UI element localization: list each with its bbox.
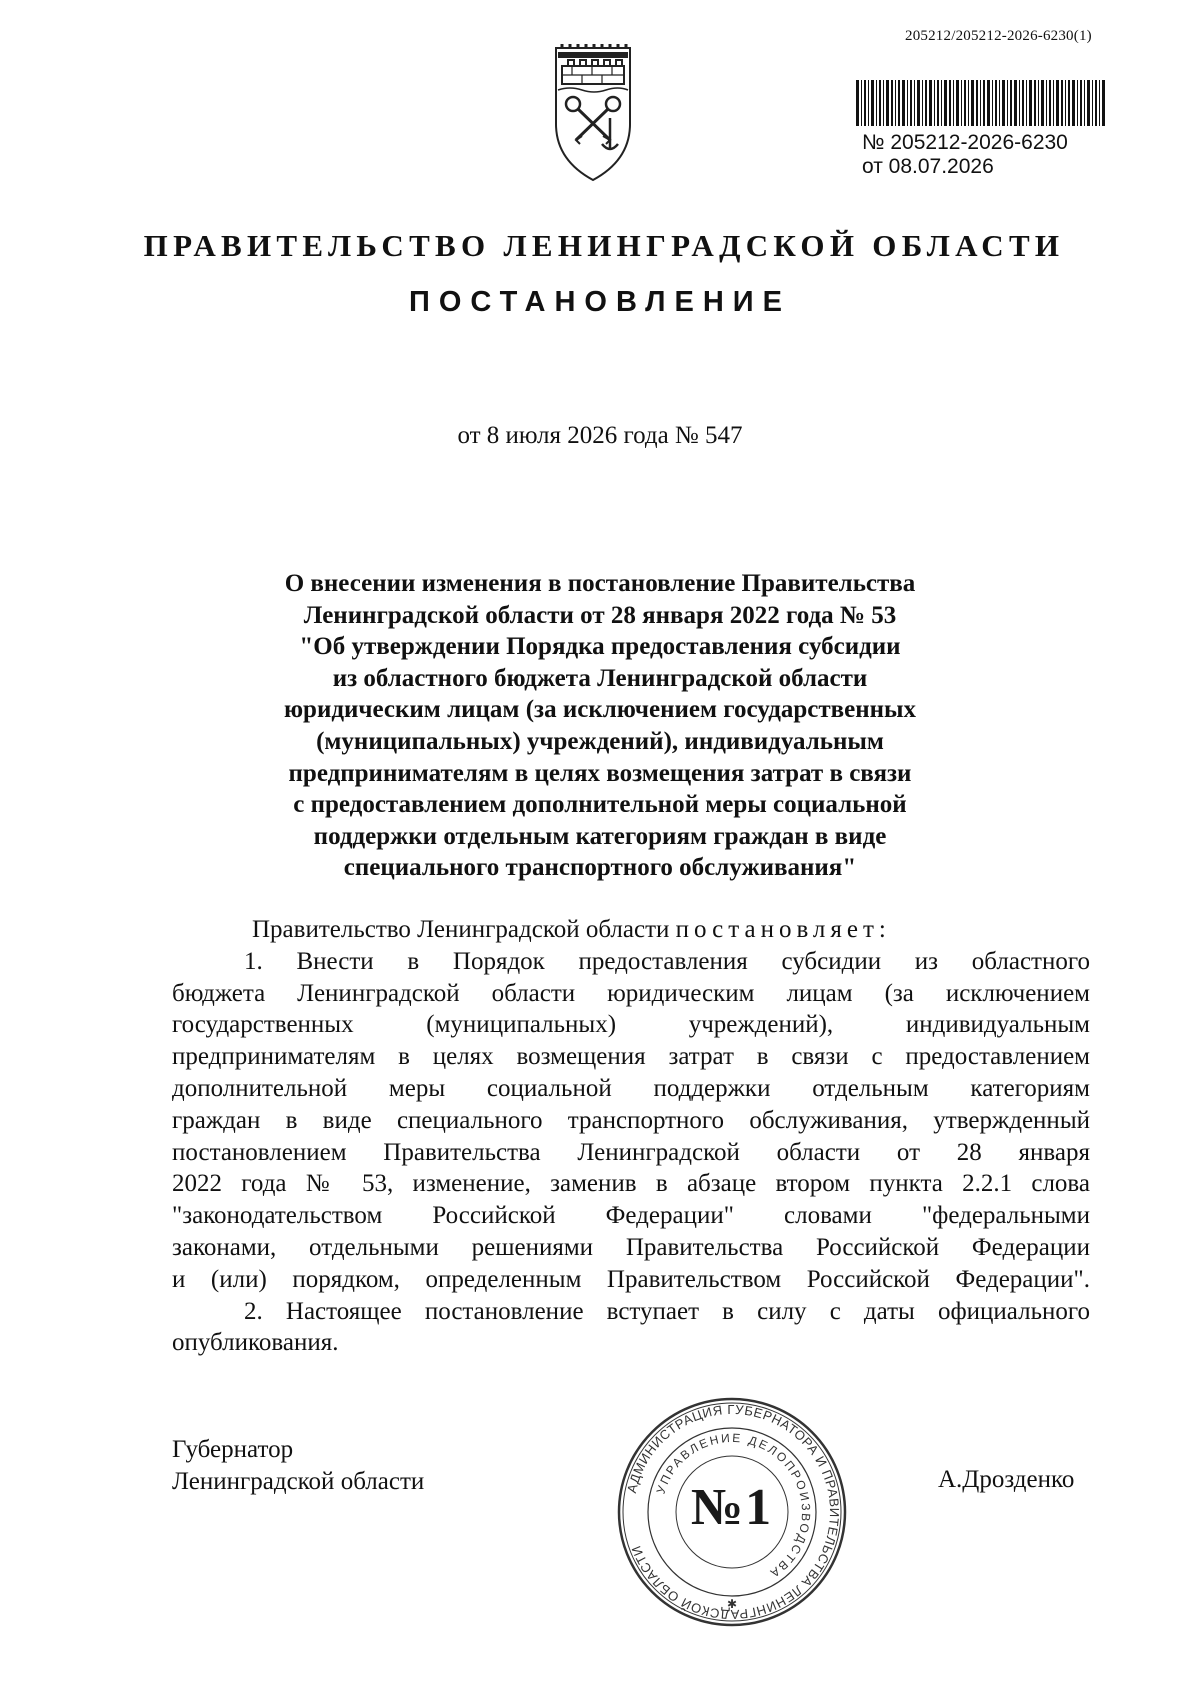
- registration-number: № 205212-2026-6230: [862, 131, 1068, 154]
- document-id: 205212/205212-2026-6230(1): [905, 28, 1092, 44]
- decree-date-number: от 8 июля 2026 года № 547: [457, 422, 743, 449]
- registration-date: от 08.07.2026: [862, 155, 994, 178]
- decree-subject: [240, 568, 960, 884]
- svg-text:✱: ✱: [726, 1597, 738, 1611]
- subject-line: поддержки отдельным категориям граждан в виде: [313, 822, 887, 850]
- preamble-text: Правительство Ленинградской области: [252, 916, 670, 943]
- signatory-title-line: Ленинградской области: [172, 1468, 425, 1495]
- item1-line: постановлением Правительства Ленинградской области от 28 января: [172, 1138, 1090, 1166]
- item1-line: предпринимателям в целях возмещения затрат в связи с предоставлением: [172, 1043, 1090, 1071]
- preamble-verb: постановляет:: [675, 916, 891, 943]
- item1-line: 1. Внести в Порядок предоставления субсидии из областного: [244, 947, 1090, 975]
- item2-line: опубликования.: [172, 1329, 339, 1357]
- subject-line: Ленинградской области от 28 января 2022 года № 53: [303, 601, 897, 629]
- item1-line: "законодательством Российской Федерации" словами "федеральными: [172, 1202, 1090, 1230]
- item1-line: государственных (муниципальных) учреждений), индивидуальным: [172, 1011, 1090, 1039]
- item2-line: 2. Настоящее постановление вступает в силу с даты официального: [244, 1297, 1090, 1325]
- subject-line: из областного бюджета Ленинградской области: [332, 664, 868, 692]
- signatory-title: [172, 1434, 424, 1498]
- barcode-icon: [856, 80, 1106, 126]
- item1-line: и (или) порядком, определенным Правительством Российской Федерации".: [172, 1265, 1090, 1293]
- item1-line: дополнительной меры социальной поддержки отдельным категориям: [172, 1074, 1090, 1102]
- item1-line: бюджета Ленинградской области юридическим лицам (за исключением: [172, 979, 1090, 1007]
- subject-line: (муниципальных) учреждений), индивидуальным: [316, 727, 884, 755]
- subject-line: предпринимателям в целях возмещения затрат в связи: [288, 759, 912, 787]
- subject-line: О внесении изменения в постановление Правительства: [284, 570, 916, 597]
- document-type: ПОСТАНОВЛЕНИЕ: [409, 286, 791, 318]
- item1-line: 2022 года № 53, изменение, заменив в абзаце втором пункта 2.2.1 слова: [172, 1170, 1090, 1198]
- subject-line: юридическим лицам (за исключением государственных: [283, 696, 917, 724]
- seal-number: №1: [690, 1479, 774, 1536]
- item1-line: граждан в виде специального транспортного обслуживания, утвержденный: [172, 1106, 1090, 1134]
- item1-line: законами, отдельными решениями Правительства Российской Федерации: [172, 1233, 1090, 1261]
- subject-line: специального транспортного обслуживания": [343, 854, 857, 882]
- signatory-name: А.Дрозденко: [938, 1466, 1075, 1493]
- subject-line: с предоставлением дополнительной меры социальной: [293, 791, 907, 819]
- subject-line: "Об утверждении Порядка предоставления субсидии: [299, 633, 901, 661]
- coat-of-arms-icon: [548, 44, 638, 184]
- signatory-title-line: Губернатор: [172, 1436, 294, 1463]
- preamble: [172, 914, 1090, 946]
- decree-body: [172, 914, 1090, 1359]
- government-title: ПРАВИТЕЛЬСТВО ЛЕНИНГРАДСКОЙ ОБЛАСТИ: [143, 228, 1065, 263]
- seal-inner-text: УПРАВЛЕНИЕ ДЕЛОПРОИЗВОДСТВА: [653, 1430, 814, 1582]
- seal-ring-text: АДМИНИСТРАЦИЯ ГУБЕРНАТОРА И ПРАВИТЕЛЬСТВА ЛЕНИНГРАДСКОЙ ОБЛАСТИ: [623, 1401, 843, 1623]
